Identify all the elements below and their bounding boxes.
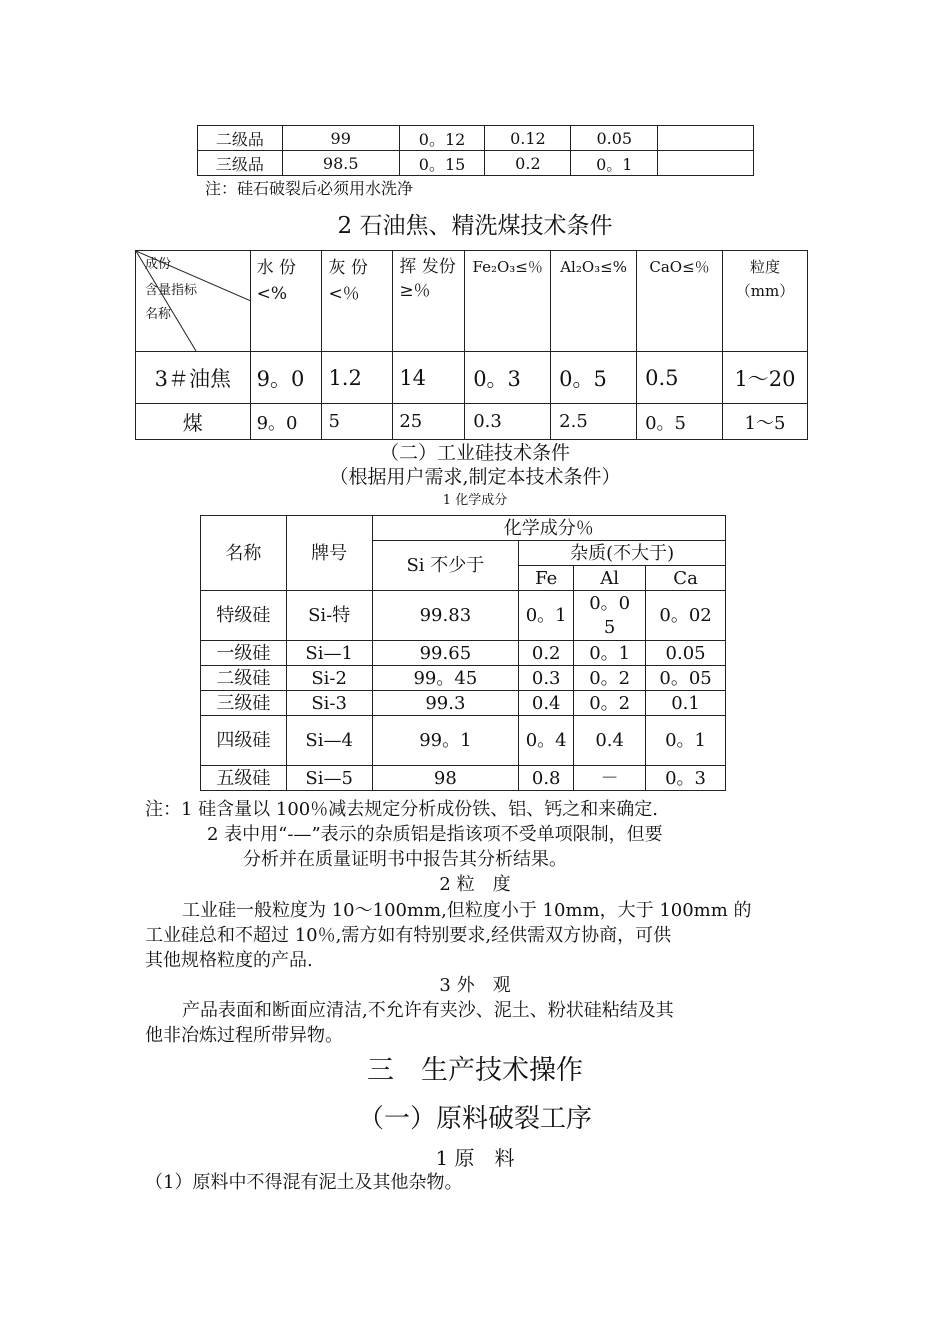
- table-cell: 0。2: [574, 691, 646, 716]
- table-cell: 四级硅: [201, 716, 287, 766]
- column-header: 挥 发份 ≥％: [393, 251, 465, 352]
- table-cell: 0.3: [519, 666, 574, 691]
- table-cell: 0。1: [571, 151, 658, 176]
- table-cell: 二级硅: [201, 666, 287, 691]
- silica-grade-table: [197, 125, 754, 176]
- table-cell: 0。3: [465, 352, 551, 404]
- note-1: 注：1 硅含量以 100％减去规定分析成份铁、铝、钙之和来确定.: [145, 799, 658, 820]
- corner-label-top: 成份: [145, 257, 172, 272]
- table-row: [201, 591, 726, 641]
- table-cell: 9。0: [250, 404, 322, 440]
- granularity-text-3: 其他规格粒度的产品.: [145, 950, 313, 971]
- table-cell: 0.2: [485, 151, 571, 176]
- table-cell: 0。12: [399, 126, 485, 151]
- granularity-text-1: 工业硅一般粒度为 10～100mm,但粒度小于 10mm，大于 100mm 的: [182, 900, 752, 921]
- table-cell: 0.3: [465, 404, 551, 440]
- column-header: Si 不少于: [372, 541, 519, 591]
- table-cell: Si-3: [286, 691, 372, 716]
- table-cell: 99。45: [372, 666, 519, 691]
- corner-label-mid: 含量指标: [145, 283, 198, 298]
- table-cell: Si—4: [286, 716, 372, 766]
- table-cell: 0。1: [646, 716, 726, 766]
- table-cell: 0。2: [574, 666, 646, 691]
- table-cell: 1.2: [322, 352, 393, 404]
- column-header: Fe₂O₃≤％: [465, 251, 551, 352]
- table-cell: [658, 126, 754, 151]
- table-cell: 1～5: [722, 404, 807, 440]
- column-header: 名称: [201, 516, 287, 591]
- table-cell: 0。15: [399, 151, 485, 176]
- table-cell: 2.5: [551, 404, 637, 440]
- table-cell: 99.3: [372, 691, 519, 716]
- table-header-row: [201, 516, 726, 541]
- silicon-chemistry-table: [200, 515, 726, 791]
- table-cell: Si-2: [286, 666, 372, 691]
- table-cell: [658, 151, 754, 176]
- table-cell: 三级品: [198, 151, 283, 176]
- table-cell: 5: [322, 404, 393, 440]
- table-row: [198, 126, 754, 151]
- table-row: [201, 666, 726, 691]
- column-header: Al: [574, 566, 646, 591]
- si-section-title: （二）工业硅技术条件: [379, 442, 570, 464]
- column-header: 化学成分％: [372, 516, 725, 541]
- table-cell: 特级硅: [201, 591, 287, 641]
- table-cell: 一级硅: [201, 641, 287, 666]
- table-cell: 0。1: [519, 591, 574, 641]
- table-cell: 0。05: [574, 591, 646, 641]
- note-2: 2 表中用“-—”表示的杂质铝是指该项不受单项限制，但要: [207, 824, 663, 845]
- table-cell: 0.5: [637, 352, 723, 404]
- table-cell: 25: [393, 404, 465, 440]
- ops-section-title: 三 生产技术操作: [367, 1055, 583, 1086]
- table-header-row: [136, 251, 808, 352]
- ops-subsection-title: （一）原料破裂工序: [357, 1104, 592, 1134]
- table-cell: 0.8: [519, 766, 574, 791]
- table-row: [198, 151, 754, 176]
- appearance-heading: 3 外 观: [439, 975, 511, 996]
- table-cell: 99。1: [372, 716, 519, 766]
- table-row: [201, 691, 726, 716]
- coke-coal-table: [135, 250, 808, 440]
- appearance-text-2: 他非冶炼过程所带异物。: [145, 1025, 343, 1046]
- table-cell: 0.05: [646, 641, 726, 666]
- column-header: 灰 份<％: [322, 251, 393, 352]
- coke-section-title: 2 石油焦、精洗煤技术条件: [337, 213, 613, 239]
- chem-caption: 1 化学成分: [442, 493, 508, 508]
- table-cell: 0。5: [637, 404, 723, 440]
- table-cell: 99: [282, 126, 399, 151]
- table-cell: 0。1: [574, 641, 646, 666]
- table-cell: 0。3: [646, 766, 726, 791]
- table-cell: Si-特: [286, 591, 372, 641]
- table-cell: 99.83: [372, 591, 519, 641]
- appearance-text-1: 产品表面和断面应清洁,不允许有夹沙、泥土、粉状硅粘结及其: [182, 1000, 674, 1021]
- granularity-heading: 2 粒 度: [439, 874, 511, 895]
- table-row: [201, 641, 726, 666]
- table-cell: Si—1: [286, 641, 372, 666]
- table-row: [201, 716, 726, 766]
- table-cell: 3＃油焦: [136, 352, 251, 404]
- table-cell: 9。0: [250, 352, 322, 404]
- table-cell: 14: [393, 352, 465, 404]
- column-header: 杂质(不大于): [519, 541, 726, 566]
- table-cell: 0。02: [646, 591, 726, 641]
- column-header: 水 份<%: [250, 251, 322, 352]
- raw-material-heading: 1 原 料: [435, 1146, 515, 1170]
- column-header: Al₂O₃≤%: [551, 251, 637, 352]
- table-cell: 99.65: [372, 641, 519, 666]
- table-cell: 0.2: [519, 641, 574, 666]
- column-header: Ca: [646, 566, 726, 591]
- table-cell: 98: [372, 766, 519, 791]
- raw-material-item-1: （1）原料中不得混有泥土及其他杂物。: [145, 1172, 463, 1193]
- table-cell: 二级品: [198, 126, 283, 151]
- table-row: [136, 352, 808, 404]
- table-cell: 煤: [136, 404, 251, 440]
- note-2-cont: 分析并在质量证明书中报告其分析结果。: [243, 849, 567, 870]
- table-cell: 0.12: [485, 126, 571, 151]
- table-cell: 0.4: [574, 716, 646, 766]
- column-header: 粒度（mm）: [722, 251, 807, 352]
- granularity-text-2: 工业硅总和不超过 10％,需方如有特别要求,经供需双方协商，可供: [145, 925, 672, 946]
- table-cell: 0.4: [519, 691, 574, 716]
- table-cell: 0。5: [551, 352, 637, 404]
- table-cell: 0。05: [646, 666, 726, 691]
- silica-wash-note: 注：硅石破裂后必须用水洗净: [205, 179, 414, 198]
- column-header: 牌号: [286, 516, 372, 591]
- table-cell: 0.05: [571, 126, 658, 151]
- table-cell: 0.1: [646, 691, 726, 716]
- table-cell: 五级硅: [201, 766, 287, 791]
- table-cell: 0。4: [519, 716, 574, 766]
- column-header: CaO≤％: [637, 251, 723, 352]
- table-cell: 三级硅: [201, 691, 287, 716]
- table-row: [136, 404, 808, 440]
- corner-header-cell: [136, 251, 251, 352]
- si-section-subtitle: （根据用户需求,制定本技术条件）: [329, 466, 621, 488]
- table-cell: 98.5: [282, 151, 399, 176]
- table-cell: －: [574, 766, 646, 791]
- table-row: [201, 766, 726, 791]
- table-cell: Si—5: [286, 766, 372, 791]
- column-header: Fe: [519, 566, 574, 591]
- corner-label-bottom: 名称: [145, 307, 172, 322]
- table-cell: 1～20: [722, 352, 807, 404]
